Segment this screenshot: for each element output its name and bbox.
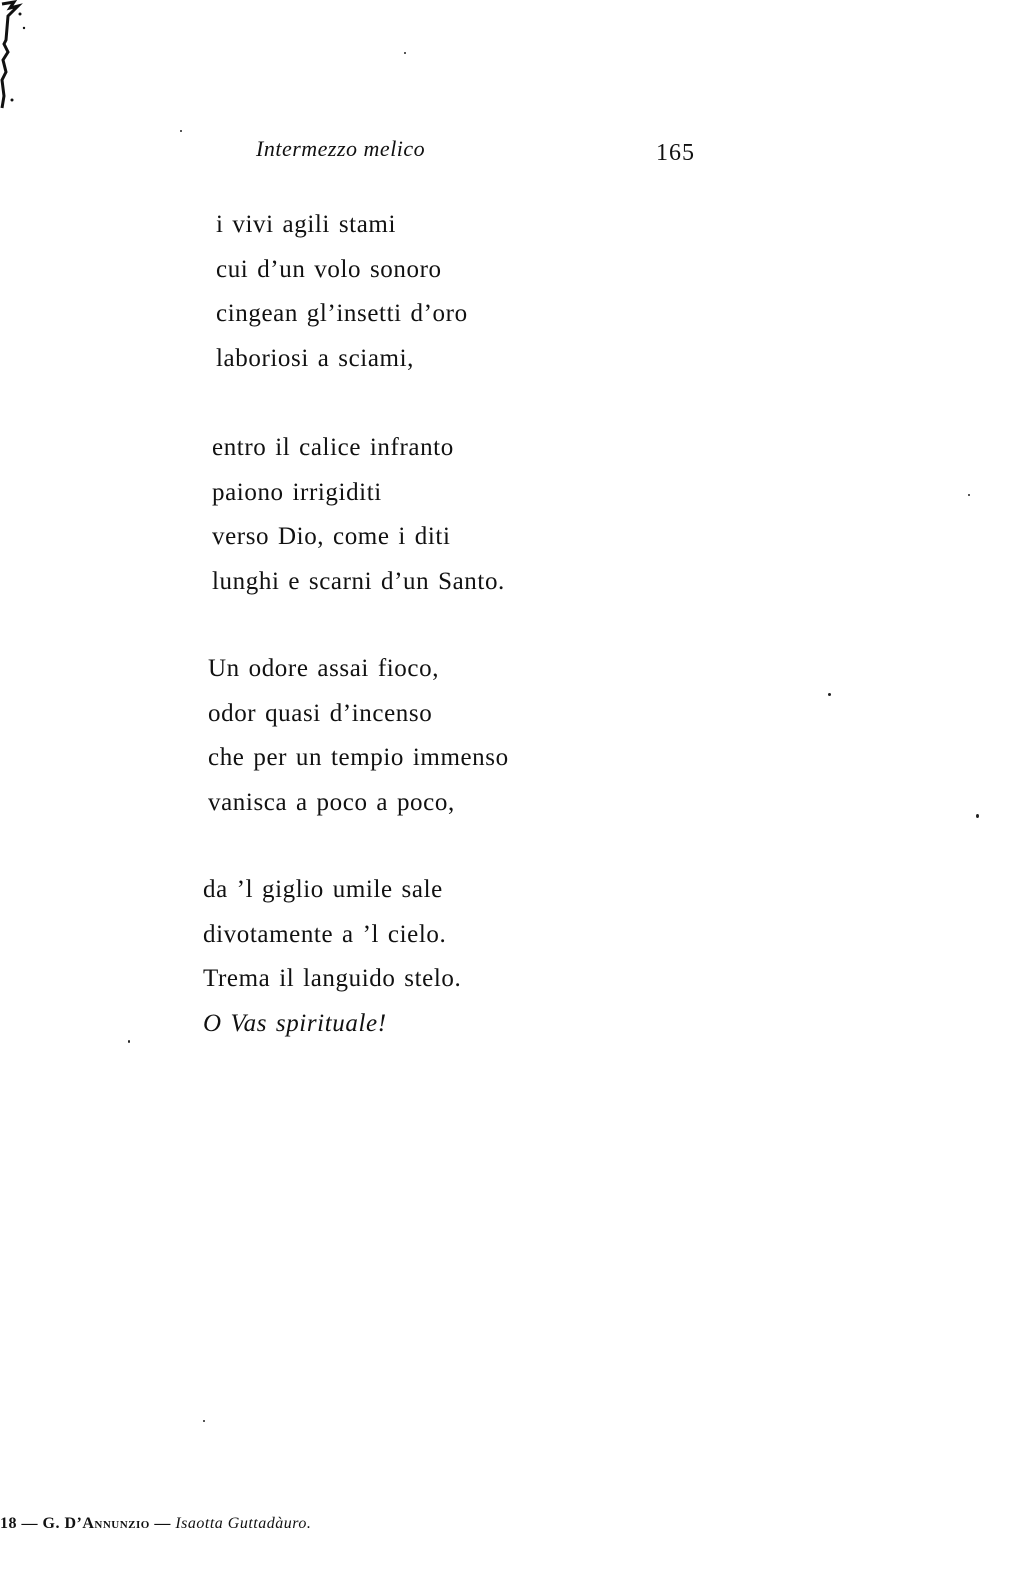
verse-line: che per un tempio immenso	[208, 744, 509, 771]
verse-line: paiono irrigiditi	[212, 478, 382, 506]
scan-speck	[180, 130, 182, 132]
scan-speck	[976, 814, 979, 818]
scan-speck	[128, 1040, 130, 1043]
book-title: Isaotta Guttadàuro.	[175, 1515, 312, 1532]
stanza	[212, 426, 505, 604]
stanza	[216, 203, 468, 381]
verse-line: cingean gl’insetti d’oro	[216, 300, 468, 327]
scan-edge-mark	[0, 0, 30, 110]
stanza	[203, 868, 461, 1046]
verse-line: cui d’un volo sonoro	[216, 255, 442, 283]
verse-line-italic: O Vas spirituale!	[203, 1009, 387, 1037]
scan-speck	[203, 1420, 205, 1422]
scan-speck	[404, 52, 406, 54]
verse-line: lunghi e scarni d’un Santo.	[212, 567, 505, 595]
verse-line: entro il calice infranto	[212, 434, 454, 461]
signature-dash: —	[21, 1515, 38, 1532]
stanza	[208, 647, 509, 825]
verse-line: da ’l giglio umile sale	[203, 876, 443, 903]
verse-line: Trema il languido stelo.	[203, 965, 462, 992]
verse-line: i vivi agili stami	[216, 211, 396, 238]
scan-speck	[828, 693, 831, 696]
verse-line: odor quasi d’incenso	[208, 699, 433, 727]
verse-line: laboriosi a sciami,	[216, 344, 414, 372]
author-name: G. D’Annunzio	[42, 1515, 150, 1532]
verse-line: verso Dio, come i diti	[212, 523, 451, 550]
signature-number: 18	[0, 1515, 17, 1532]
verse-line: Un odore assai fioco,	[208, 655, 440, 682]
scan-speck	[968, 494, 970, 496]
printer-signature	[0, 1515, 311, 1533]
signature-dash: —	[154, 1515, 171, 1532]
page-number: 165	[656, 140, 695, 166]
verse-line: divotamente a ’l cielo.	[203, 920, 447, 948]
verse-line: vanisca a poco a poco,	[208, 788, 455, 816]
running-head: Intermezzo melico	[256, 136, 426, 161]
